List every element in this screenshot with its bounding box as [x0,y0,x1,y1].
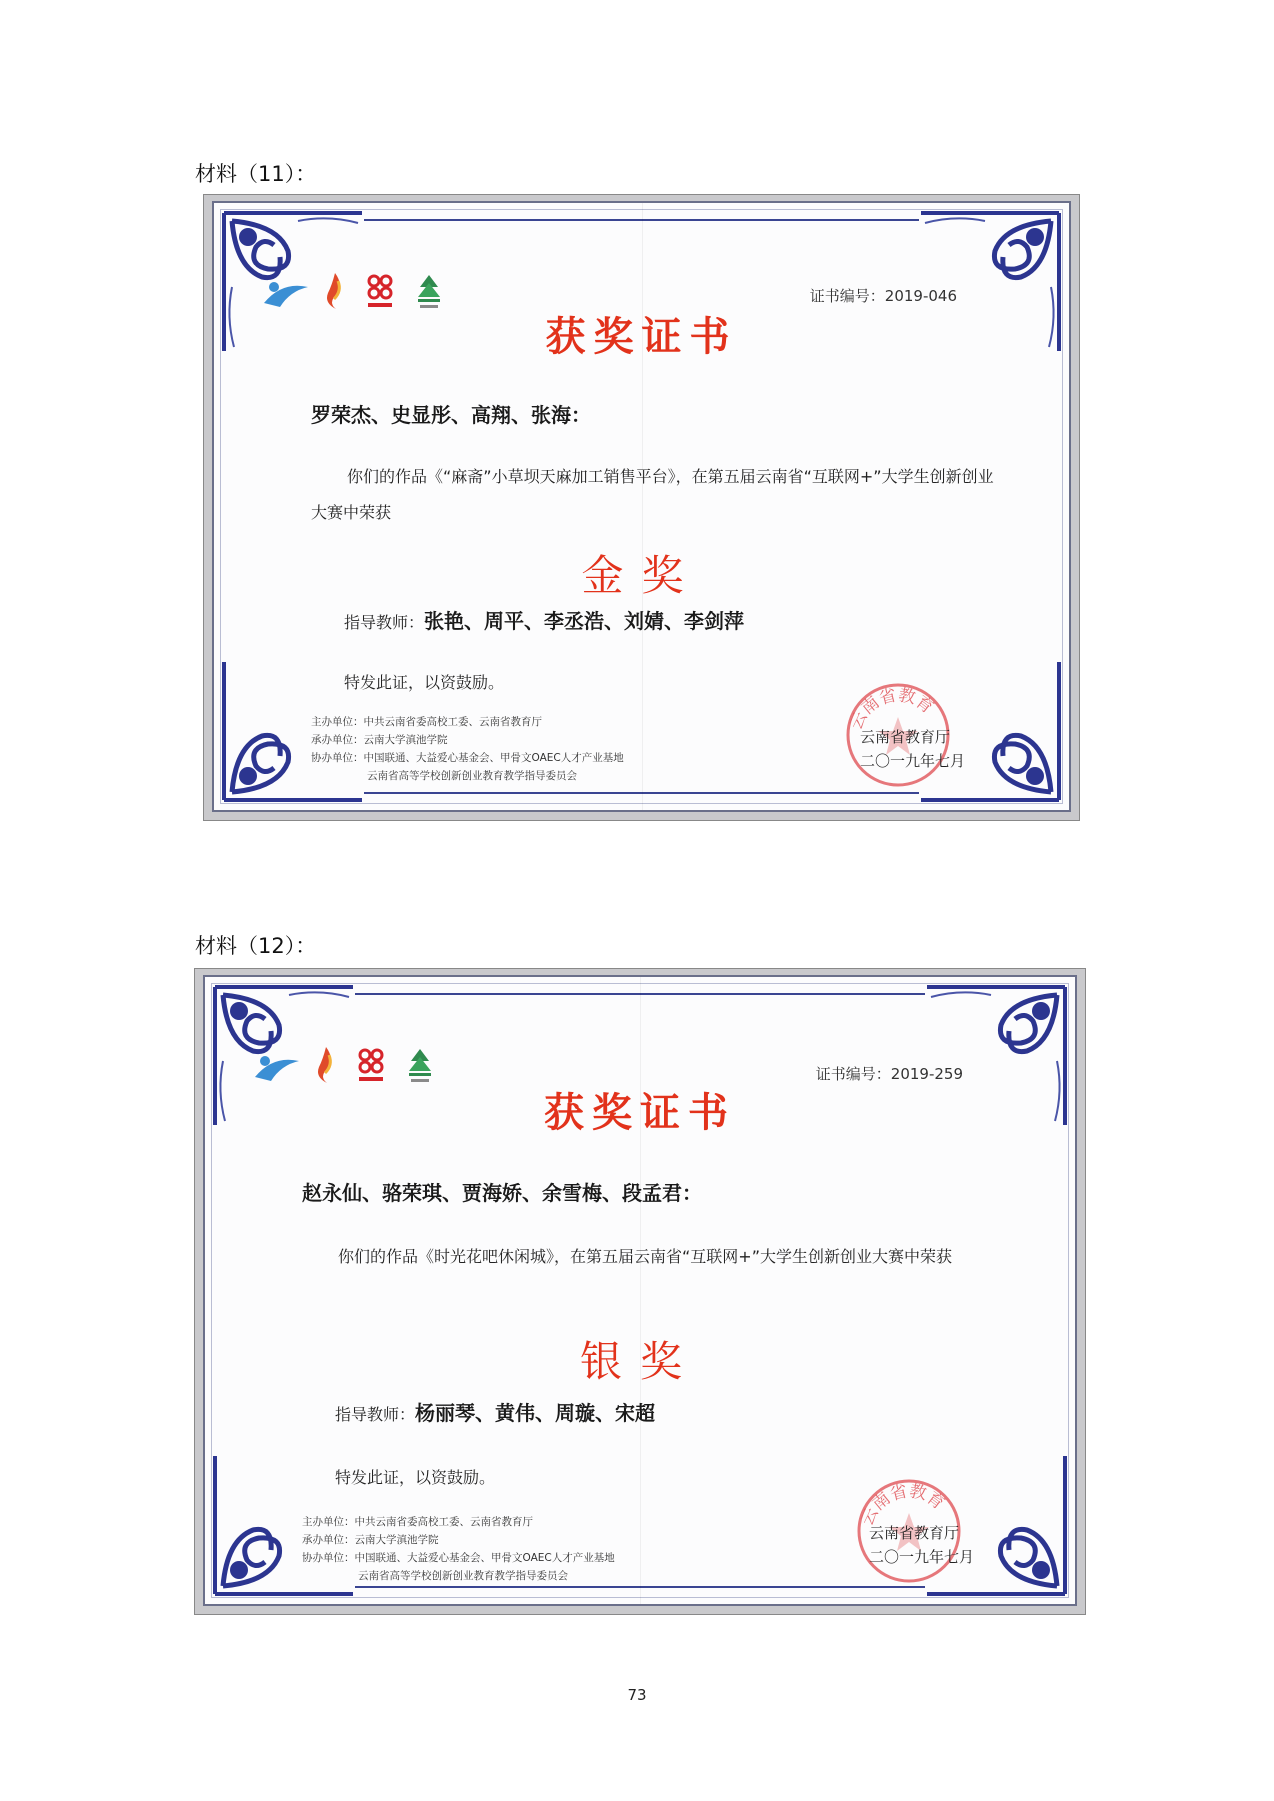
sponsor-logos [253,1045,435,1085]
award-level: 银奖 [579,1337,700,1386]
school-logo-icon [405,1047,435,1085]
page-number: 73 [627,1686,647,1704]
issue-date: 二〇一九年七月 [860,752,966,770]
advisor-names: 杨丽琴、黄伟、周璇、宋超 [415,1401,656,1425]
issuer-name: 云南省教育厅 [869,1524,960,1542]
material-label-12: 材料（12）： [195,934,317,958]
issuer-name: 云南省教育厅 [860,728,951,746]
issuer-block [860,725,965,773]
award-description: 你们的作品《“麻斋”小草坝天麻加工销售平台》，在第五届云南省“互联网+”大学生创新创业大赛中荣获 [311,467,994,522]
certificate-number: 证书编号：2019-046 [809,287,957,305]
encouragement-text: 特发此证，以资鼓励。 [344,673,505,692]
certificate-title: 获奖证书 [544,1089,736,1136]
seal-text: 云南省教育 [846,685,938,733]
award-description: 你们的作品《时光花吧休闲城》，在第五届云南省“互联网+”大学生创新创业大赛中荣获 [338,1247,952,1266]
co-organizer-org: 协办单位：中国联通、大益爱心基金会、甲骨文OAEC人才产业基地 [302,1552,615,1564]
material-label-11: 材料（11）： [195,162,317,186]
encouragement-text: 特发此证，以资鼓励。 [335,1468,496,1487]
host-org: 主办单位：中共云南省委高校工委、云南省教育厅 [311,716,542,728]
advisor-label: 指导教师： [344,613,425,632]
host-org: 主办单位：中共云南省委高校工委、云南省教育厅 [302,1516,533,1528]
organizer-org: 承办单位：云南大学滇池学院 [302,1534,439,1546]
certificate-2 [203,975,1077,1606]
top-border-band [355,993,925,1005]
issuer-block [869,1521,974,1569]
certificate-number: 证书编号：2019-259 [815,1065,963,1083]
co-organizer-org: 协办单位：中国联通、大益爱心基金会、甲骨文OAEC人才产业基地 [311,752,624,764]
advisors [344,605,744,634]
top-border-band [364,219,919,231]
certificate-1 [212,201,1071,812]
award-level: 金奖 [581,551,702,600]
recipients: 赵永仙、骆荣琪、贾海娇、余雪梅、段孟君： [302,1181,702,1205]
advisor-label: 指导教师： [335,1405,416,1424]
advisors [335,1397,655,1426]
certificate-title: 获奖证书 [545,313,738,360]
flame-logo-icon [315,1045,337,1085]
china-unicom-logo-icon [351,1045,391,1085]
issue-date: 二〇一九年七月 [869,1548,975,1566]
organizers [311,713,624,785]
advisor-names: 张艳、周平、李丞浩、刘婧、李剑萍 [424,609,745,633]
co-organizer-extra: 云南省高等学校创新创业教育教学指导委员会 [358,1570,568,1582]
sports-logo-icon [253,1051,301,1085]
seal-text: 云南省教育 [857,1481,949,1529]
organizer-org: 承办单位：云南大学滇池学院 [311,734,448,746]
organizers [302,1513,615,1585]
certificate-photo-1 [203,194,1080,821]
recipients: 罗荣杰、史显彤、高翔、张海： [311,403,591,427]
co-organizer-extra: 云南省高等学校创新创业教育教学指导委员会 [367,770,577,782]
certificate-photo-2 [194,968,1086,1615]
